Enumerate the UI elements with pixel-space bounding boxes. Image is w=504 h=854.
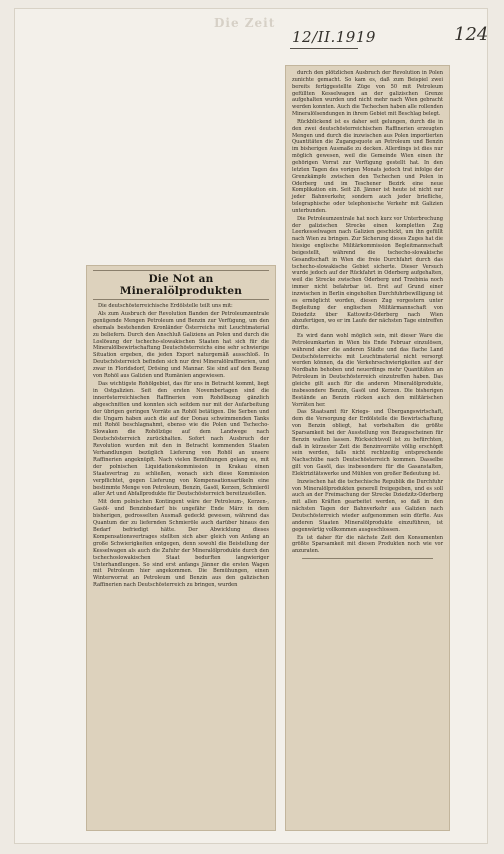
article-headline: Die Not an Mineralölprodukten bbox=[93, 270, 269, 300]
end-rule bbox=[302, 558, 433, 559]
right-paragraph-4: Es wird dann wohl möglich sein, mit dieser Ware die Petroleumkarten in Wien bis Ende Februar einzulösen, während aber die anderen Städte und das flache Land Deutschösterreichs mit Leuchtmaterial nicht versorgt werden können, da die Verkehrsschwierigkeiten auf der Nordbahn behoben und neuerdings mehr Quantitäten an Petroleum in Deutschösterreich einzutreffen haben. Das gleiche gilt auch für die anderen Mineralölprodukte, insbesondere Benzin, Gasöl und Kerzen. Die bisherigen Bestände an Benzin rücken auch den militärischen Vorräten her. bbox=[292, 333, 443, 408]
clipping-right-column bbox=[285, 65, 450, 831]
right-paragraph-2: Rückblickend ist es daher seit gelungen, durch die in den zwei deutschösterreichischen Raffinerien erzeugten Mengen und durch die inzwischen aus Polen importierten Quantitäten die Zugangsquote an Petroleum und Benzin im bisherigen Ausmaße zu decken. Allerdings ist dies nur möglich gewesen, weil die Gemeinde Wien einen ihr gehörigen Vorrat zur Verfügung gestellt hat. In den letzten Tagen des vorigen Monats jedoch trat infolge der Grenzkämpfe zwischen den Tschechen und Polen in Oderberg und im Teschener Bezirk eine neue Komplikation ein. Seit 28. Jänner ist heute ist nicht nur jeder Bahnverkehr, sondern auch jeder briefliche, telegraphische oder telephonische Verkehr mit Galizien unterbunden. bbox=[292, 118, 443, 214]
right-paragraph-6: Inzwischen hat die tschechische Republik die Durchfuhr von Mineralölprodukten generell freigegeben, und es soll auch an der Freimachung der Strecke Dziedzitz-Oderberg mit allen Kräften gearbeitet werden, so daß in den nächsten Tagen der Bahnverkehr aus Galizien nach Deutschösterreich wieder aufgenommen sein dürfte. Aus anderen Staaten Mineralölprodukte einzuführen, ist gegenwärtig vollkommen ausgeschlossen. bbox=[292, 478, 443, 533]
right-paragraph-3: Die Petroleumzentrale hat noch kurz vor Unterbrechung der galizischen Strecke einen kompletten Zug Leerkesselwagen nach Galizien geschickt, um ihn gefüllt nach Wien zu bringen. Zur Sicherung dieses Zuges hat die hiesige englische Militärkommission Begleitmannschaft beigestellt, während die tschecho-slowakische Gesandtschaft in Wien die freie Durchfahrt durch das tschecho-slowakische Gebiet sicherte. Dieser Versuch wurde jedoch auf der Rückfahrt in Oderberg aufgehalten, weil die Strecke zwischen Oderberg und Trzebinia noch immer nicht befahrbar ist. Erst auf Grund einer inzwischen in Berlin eingeholten Durchfuhrbewilligung ist es ermöglicht worden, diesen Zug vorgestern unter Begleitung der englischen Militärmannschaft von Dziedzitz über Kattowitz-Oderberg nach Wien abzufertigen, wo er im Laufe der nächsten Tage eintreffen dürfte. bbox=[292, 215, 443, 332]
handwritten-page-number: 124 bbox=[454, 24, 489, 45]
left-paragraph-4: Mit dem polnischen Kontingent wäre der Petroleum-, Kerzen-, Gasöl- und Benzinbedarf bis ungefähr Ende März in dem bisherigen, gedrosselten Ausmaß gedeckt gewesen, während das Quantum der zu liefernden Schmieröle auch darüber hinaus den Bedarf befriedigt hätte. Der Abwicklung dieses Kompensationsvertrages stellten sich aber gleich von Anfang an große Schwierigkeiten entgegen, denn sowohl die Beistellung der Kesselwagen als auch die Zufuhr der Mineralölprodukte durch den tschechoslowakischen Staat bedurften langwieriger Unterhandlungen. So sind erst anfangs Jänner die ersten Wagen mit Petroleum hier angekommen. Die Bemühungen, einen Winterworrat an Petroleum und Benzin aus den galizischen Raffinerien nach Deutschösterreich zu bringen, wurden bbox=[93, 499, 269, 589]
right-paragraph-1: durch den plötzlichen Ausbruch der Revolution in Polen zunichte gemacht. So kam es, daß zum Beispiel zwei bereits fertiggestellte Züge von 50 mit Petroleum gefüllten Kesselwagen an der galizischen Grenze aufgehalten wurden und nicht mehr nach Wien gebracht werden konnten. Auch die Tschechen haben alle rollenden Mineralölsendungen in ihrem Gebiet mit Beschlag belegt. bbox=[292, 70, 443, 118]
left-paragraph-1: Die deutschösterreichische Erdölstelle teilt uns mit: bbox=[98, 303, 233, 309]
newspaper-stamp: Die Zeit bbox=[214, 16, 276, 30]
right-paragraph-7: Es ist daher für die nächste Zeit den Konsumenten größte Sparsamkeit mit diesen Produkten noch wie vor anzuraten. bbox=[292, 534, 443, 555]
left-paragraph-3: Das wichtigste Rohölgebiet, das für uns in Betracht kommt, liegt in Ostgalizien. Seit den ersten Novembertagen sind die innerösterreichischen Raffinerien vom Rohölbezug gänzlich abgeschnitten und konnten sich seitdem nur mit der Aufarbeitung der übrigen geringen Vorräte an Rohöl betätigen. Die Serben und die Ungarn haben auch die auf der Donau schwimmenden Tanks mit Rohöl beschlagnahmt, ebenso wie die Polen und Tschecho-Slowaken die Rohölzüge auf dem Landwege nach Deutschösterreich zurückhalten. Sofort nach Ausbruch der Revolution wurden mit den in Betracht kommenden Staaten Verhandlungen bezüglich Lieferung von Rohöl an unsere Raffinerien angeknüpft. Nach vielen Bemühungen gelang es, mit der polnischen Liquidationskommission in Krakau einen Staatsvertrag zu schließen, wonach sich diese Kommission verpflichtet, gegen Lieferung von Kompensationsartikeln eine bestimmte Menge von Petroleum, Benzin, Gasöl, Kerzen, Schmieröl aller Art und Abfallprodukte für Deutschösterreich bereitzustellen. bbox=[93, 380, 269, 498]
handwritten-date: 12/II.1919 bbox=[292, 28, 376, 46]
date-underline bbox=[290, 48, 358, 49]
right-paragraph-5: Das Staatsamt für Kriegs- und Übergangswirtschaft, dem die Versorgung der Erdölstelle die Bewirtschaftung von Benzin obliegt, hat vorbehalten die größte Sparsamkeit bei der Ausstellung von Bezugsscheinen für Benzin walten lassen. Rücksichtsvoll ist zu befürchten, daß in kürzester Zeit die Benzinvorräte völlig erschöpft sein werden, falls nicht rechtzeitig entsprechende Nachschübe nach Deutschösterreich kommen. Dasselbe gilt von Gasöl, das insbesondere für die Gasanstalten, Elektrizitätswerke und Mühlen von großer Bedeutung ist. bbox=[292, 409, 443, 477]
left-paragraph-2: Als zum Ausbruch der Revolution Banden der Petroleumzentrale genügende Mengen Petroleum und Benzin zur Verfügung, um den ehemals bestehenden Kronländer Österreichs mit Leuchtmaterial zu beliefern. Durch den Anschluß Galiziens an Polen und durch die Loslösung der tschecho-slowakischen Staaten hat sich für die Mineralölbewirtschaftung Deutschösterreichs eine sehr schwierige Situation ergeben, die jeden Export naturgemäß ausschloß. In Deutschösterreich befinden sich nur drei Mineralölraffinerien, und zwar in Floridsdorf, Drösing und Mannar. Sie sind auf den Bezug von Rohöl aus Galizien und Rumänien angewiesen. bbox=[93, 310, 269, 380]
clipping-left-column bbox=[86, 265, 276, 831]
